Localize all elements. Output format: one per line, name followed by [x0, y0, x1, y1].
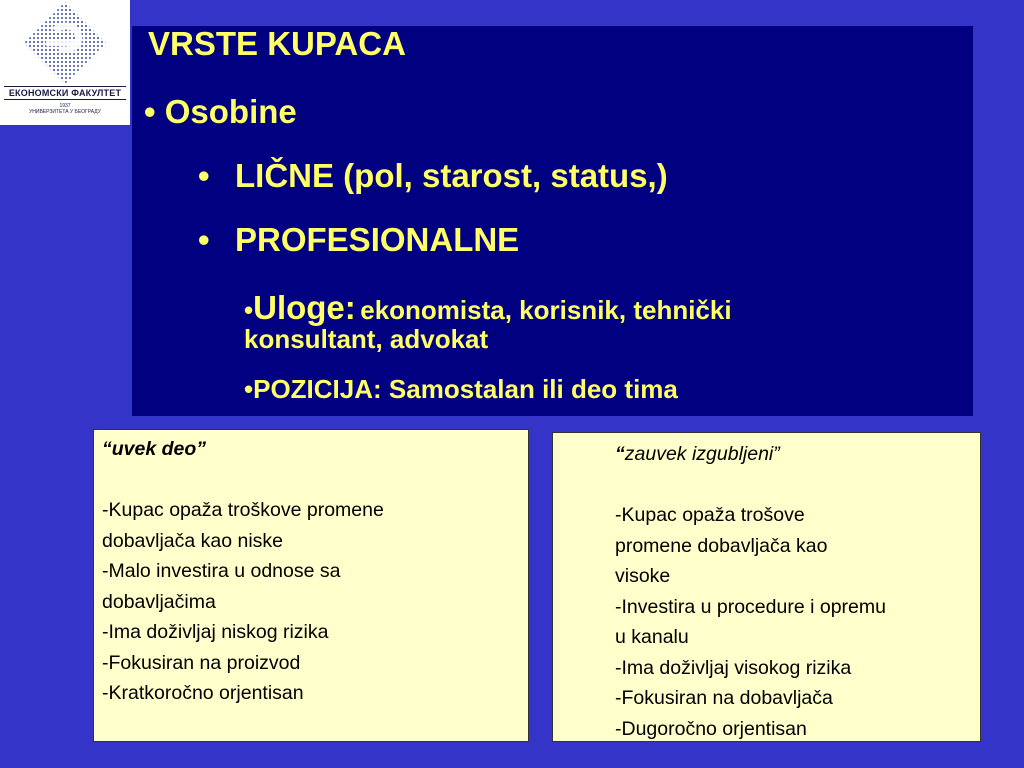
- card-item: -Malo investira u odnose sa: [102, 560, 341, 582]
- bullet-pozicija: [244, 374, 678, 404]
- card-item: promene dobavljača kao: [615, 534, 828, 557]
- card-item: dobavljačima: [102, 590, 216, 613]
- bullet-osobine: [144, 92, 297, 132]
- uloge-text-line1: ekonomista, korisnik, tehnički: [360, 295, 732, 325]
- bullet-icon: •: [144, 93, 156, 130]
- card-item: -Investira u procedure i opremu: [615, 595, 886, 618]
- uloge-text-line2: konsultant, advokat: [244, 324, 489, 354]
- main-content-panel: [132, 26, 973, 416]
- card-zauvek-izgubljeni: [552, 432, 981, 742]
- card-item: -Fokusiran na proizvod: [102, 651, 301, 674]
- bullet-text: Osobine: [164, 93, 297, 130]
- bullet-profesionalne: [198, 220, 519, 260]
- bullet-icon: •: [244, 374, 254, 404]
- card-item: visoke: [615, 565, 671, 587]
- logo-subtitle: УНИВЕРЗИТЕТА У БЕОГРАДУ: [29, 109, 101, 115]
- logo-year: 1937: [59, 103, 71, 109]
- logo-name: ЕКОНОМСКИ ФАКУЛТЕТ: [4, 86, 126, 100]
- bullet-text: PROFESIONALNE: [235, 221, 520, 258]
- pozicija-text: POZICIJA: Samostalan ili deo tima: [253, 374, 678, 404]
- card-item: u kanalu: [615, 626, 689, 648]
- card-item: -Ima doživljaj niskog rizika: [102, 621, 329, 643]
- card-uvek-deo: [93, 429, 529, 742]
- bullet-licne: [198, 156, 668, 196]
- card-item: -Fokusiran na dobavljača: [615, 687, 833, 709]
- title-text: zauvek izgubljeni”: [624, 443, 780, 465]
- faculty-logo: [0, 0, 130, 125]
- bullet-icon: •: [244, 295, 254, 325]
- card-item: -Ima doživljaj visokog rizika: [615, 656, 852, 679]
- slide-title: VRSTE KUPACA: [148, 25, 406, 62]
- bullet-icon: •: [198, 221, 210, 258]
- card-item: -Kratkoročno orjentisan: [102, 682, 304, 704]
- bullet-icon: •: [198, 157, 210, 194]
- card-title: [615, 439, 980, 470]
- card-item: -Kupac opaža trošove: [615, 504, 805, 526]
- card-item: dobavljača kao niske: [102, 529, 284, 552]
- card-item: -Dugoročno orjentisan: [615, 717, 807, 740]
- uloge-label: Uloge:: [253, 289, 356, 326]
- title-quote: “: [615, 443, 625, 465]
- card-item: -Kupac opaža troškove promene: [102, 499, 384, 521]
- card-title: “uvek deo”: [102, 438, 207, 460]
- bullet-text: LIČNE (pol, starost, status,): [235, 157, 668, 194]
